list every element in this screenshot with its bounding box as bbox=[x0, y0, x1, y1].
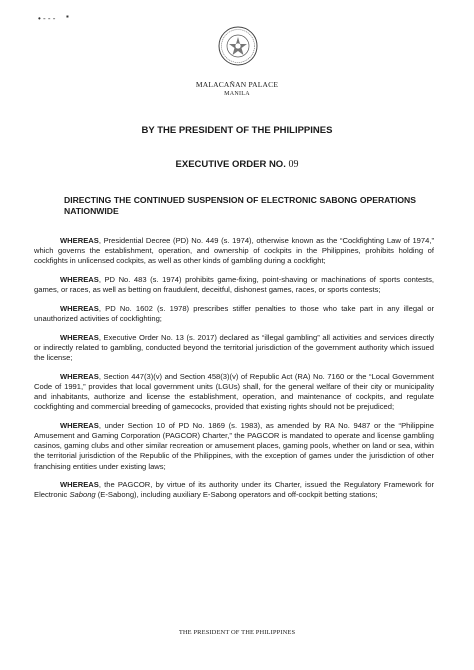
palace-name: MALACAÑAN PALACE bbox=[195, 80, 279, 89]
issuer-heading: BY THE PRESIDENT OF THE PHILIPPINES bbox=[141, 125, 333, 136]
corner-mark: • - - - bbox=[38, 14, 56, 23]
whereas-lead: WHEREAS bbox=[60, 332, 99, 342]
whereas-clause bbox=[34, 333, 434, 364]
clause-text: , the PAGCOR, by virtue of its authority under its Charter, issued the Regulatory Framework for Electronic bbox=[34, 480, 434, 500]
order-body bbox=[34, 236, 434, 509]
palace-city: MANILA bbox=[224, 91, 250, 97]
whereas-lead: WHEREAS bbox=[60, 371, 99, 381]
presidential-seal-icon bbox=[218, 26, 258, 66]
corner-mark: ▪ bbox=[66, 12, 69, 21]
whereas-lead: WHEREAS bbox=[60, 275, 99, 284]
executive-order-heading bbox=[0, 159, 474, 170]
clause-text: , Presidential Decree (PD) No. 449 (s. 1974), otherwise known as the “Cockfighting Law of 1974,” which governs the establishment, operation, and ownership of cockpits in the Philippines, prohibits holding of cockfights in unlicensed cockpits, as well as other kinds of gambling during a cockfight; bbox=[34, 236, 434, 266]
page-footer: THE PRESIDENT OF THE PHILIPPINES bbox=[178, 629, 296, 636]
whereas-clause bbox=[34, 236, 434, 267]
whereas-lead: WHEREAS bbox=[60, 303, 99, 313]
clause-text: , PD No. 483 (s. 1974) prohibits game-fixing, point-shaving or machinations of sports contests, games, or races, as well as betting on fraudulent, deceitful, dishonest games, races, or sports contests; bbox=[34, 275, 434, 295]
whereas-clause bbox=[34, 275, 434, 295]
clause-text: , Executive Order No. 13 (s. 2017) declared as “illegal gambling” all activities and services directly or indirectly related to gambling, conducted beyond the territorial jurisdiction of the government authority which issued the license; bbox=[34, 332, 434, 362]
clause-text: , Section 447(3)(v) and Section 458(3)(v) of Republic Act (RA) No. 7160 or the “Local Government Code of 1991,” provides that local government units (LGUs) shall, for the general welfare of their city or municipality and inhabitants, authorize and license the establishment, operation, and maintenance of cockpits, and regulate cockfighting and commercial breeding of gamecocks, provided that existing rights should not be prejudiced; bbox=[34, 371, 434, 412]
whereas-clause bbox=[34, 480, 434, 500]
whereas-lead: WHEREAS bbox=[60, 420, 99, 430]
clause-text: , under Section 10 of PD No. 1869 (s. 1983), as amended by RA No. 9487 or the “Philippine Amusement and Gaming Corporation (PAGCOR) Charter,” the PAGCOR is mandated to operate and license gambling casinos, gaming clubs and other similar recreation or amusement places, gaming pools, whether on land or sea, within the territorial jurisdiction of the Republic of the Philippines, with the exception of games under the jurisdiction of other franchising entities under existing laws; bbox=[34, 420, 434, 471]
order-title: DIRECTING THE CONTINUED SUSPENSION OF ELECTRONIC SABONG OPERATIONS NATIONWIDE bbox=[64, 195, 416, 216]
whereas-lead: WHEREAS bbox=[60, 236, 99, 245]
clause-italic-term: Sabong bbox=[69, 490, 96, 500]
whereas-clause bbox=[34, 421, 434, 472]
eo-label: EXECUTIVE ORDER NO. bbox=[175, 159, 286, 170]
clause-text: , PD No. 1602 (s. 1978) prescribes stiffer penalties to those who take part in any illegal or unauthorized activities of cockfighting; bbox=[34, 303, 434, 323]
whereas-clause bbox=[34, 304, 434, 324]
whereas-clause bbox=[34, 372, 434, 413]
whereas-lead: WHEREAS bbox=[60, 480, 99, 490]
clause-text: (E-Sabong), including auxiliary E-Sabong operators and off-cockpit betting stations; bbox=[95, 490, 378, 500]
eo-number: 09 bbox=[288, 159, 299, 170]
